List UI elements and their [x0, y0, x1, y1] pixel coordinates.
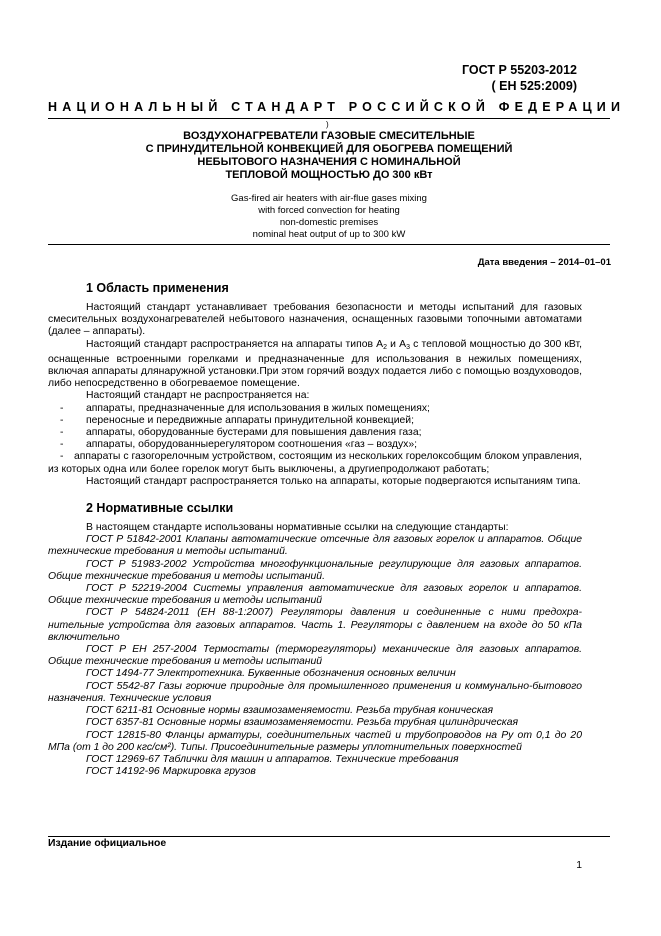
dash-bullet: - — [60, 427, 64, 439]
title-en-line: non-domestic premises — [279, 217, 379, 228]
list-item-text: аппараты, оборудованные бустерами для повышения давления газа; — [86, 427, 422, 439]
reference-item: ГОСТ 12815-80 Фланцы арматуры, соединительных частей и трубопроводов на Ру от 0,1 до 20 МПа (от 1 до 200 кгс/см²). Типы. Присоединительные размеры уплотнительных поверхностей — [48, 729, 582, 753]
reference-item: ГОСТ 6211-81 Основные нормы взаимозаменяемости. Резьба трубная коническая — [86, 705, 494, 717]
section-2-intro: В настоящем стандарте использованы нормативные ссылки на следующие стандарты: — [86, 522, 509, 534]
national-standard-banner: НАЦИОНАЛЬНЫЙ СТАНДАРТ РОССИЙСКОЙ ФЕДЕРАЦИИ — [48, 100, 626, 114]
reference-item: ГОСТ 5542-87 Газы горючие природные для промышленного применения и коммунально-бытового назначения. Технические условия — [48, 680, 582, 704]
official-edition-label: Издание официальное — [48, 838, 167, 849]
reference-item: ГОСТ Р ЕН 257-2004 Термостаты (терморегуляторы) механические для газовых аппаратов. Общие технические требования и методы испытаний — [48, 644, 582, 668]
title-ru-line: С ПРИНУДИТЕЛЬНОЙ КОНВЕКЦИЕЙ ДЛЯ ОБОГРЕВА ПОМЕЩЕНИЙ — [145, 143, 513, 155]
section-1-exclusions-intro: Настоящий стандарт не распространяется на: — [86, 390, 310, 402]
document-body — [48, 280, 582, 778]
footer-divider — [48, 836, 610, 837]
dash-bullet: - — [60, 451, 64, 463]
title-en-line: nominal heat output of up to 300 kW — [252, 229, 406, 240]
introduction-date: Дата введения – 2014–01–01 — [477, 257, 611, 268]
dash-bullet: - — [60, 414, 64, 426]
title-en-line: with forced convection for heating — [258, 205, 400, 216]
title-ru-line: ТЕПЛОВОЙ МОЩНОСТЬЮ ДО 300 кВт — [225, 169, 433, 181]
title-russian — [48, 130, 610, 182]
subscript-3: 3 — [406, 343, 410, 351]
standard-number: ГОСТ Р 55203-2012 — [461, 63, 577, 77]
reference-item: ГОСТ Р 52219-2004 Системы управления автоматические для газовых горелок и аппаратов. Общие технические требования и методы испытаний — [48, 583, 582, 607]
list-item — [60, 427, 582, 439]
list-item — [60, 403, 582, 415]
dash-bullet: - — [60, 439, 64, 451]
reference-item: ГОСТ 6357-81 Основные нормы взаимозаменяемости. Резьба трубная цилиндрическая — [86, 717, 519, 729]
reference-item: ГОСТ Р 54824-2011 (ЕН 88-1:2007) Регуляторы давления и соединенные с ними предохра-нительные устройства для газовых аппаратов. Часть 1. Регуляторы с давлением на входе до 50 кПа включительно — [48, 607, 582, 643]
reference-item: ГОСТ Р 51842-2001 Клапаны автоматические отсечные для газовых горелок и аппаратов. Общие технические требования и методы испытаний. — [48, 534, 582, 558]
list-item — [60, 415, 582, 427]
small-mark: ) — [326, 120, 329, 129]
reference-item: ГОСТ 14192-96 Маркировка грузов — [86, 766, 256, 778]
section-2-heading: 2 Нормативные ссылки — [86, 501, 234, 516]
section-1-heading: 1 Область применения — [86, 281, 229, 295]
top-divider — [48, 118, 610, 119]
title-ru-line: НЕБЫТОВОГО НАЗНАЧЕНИЯ С НОМИНАЛЬНОЙ — [197, 156, 461, 168]
list-item-text: переносные и передвижные аппараты принудительной конвекцией; — [86, 414, 414, 426]
page-number: 1 — [576, 860, 582, 871]
title-english — [48, 193, 610, 241]
list-item — [60, 439, 582, 451]
standard-equivalent: ( ЕН 525:2009) — [491, 79, 577, 93]
section-1-paragraph-types — [48, 339, 582, 391]
list-item-long — [48, 451, 582, 475]
list-item-text: аппараты, оборудованныерегулятором соотношения «газ – воздух»; — [86, 439, 418, 451]
title-ru-line: ВОЗДУХОНАГРЕВАТЕЛИ ГАЗОВЫЕ СМЕСИТЕЛЬНЫЕ — [183, 130, 475, 142]
reference-item: ГОСТ 1494-77 Электротехника. Буквенные обозначения основных величин — [86, 668, 456, 680]
title-bottom-divider — [48, 244, 610, 245]
section-1-closing-paragraph: Настоящий стандарт распространяется только на аппараты, которые подвергаются испытаниям типа. — [86, 475, 581, 487]
reference-item: ГОСТ Р 51983-2002 Устройства многофункциональные регулирующие для газовых аппаратов. Общие технические требования и методы испытаний. — [48, 558, 582, 582]
standard-code — [462, 62, 577, 94]
types-text-c: с тепловой мощностью до 300 кВт, оснащенные встроенными горелками и предназначенные для использования в нежилых помещениях, включая аппараты длянаружной установки.При этом горячий воздух подается либо с помощью воздуховодов, либо непосредственно в обогреваемое помещение. — [48, 338, 583, 390]
reference-item: ГОСТ 12969-67 Таблички для машин и аппаратов. Технические требования — [86, 753, 459, 765]
list-item-text: аппараты с газогорелочным устройством, состоящим из нескольких горелоксобщим блоком управления, из которых одна или более горелок могут быть выключены, а другиепродолжают работать; — [48, 451, 582, 475]
types-text-b: и А — [387, 338, 407, 350]
dash-bullet: - — [60, 402, 64, 414]
subscript-2: 2 — [383, 343, 388, 351]
list-item-text: аппараты, предназначенные для использования в жилых помещениях; — [86, 402, 430, 414]
types-text-a: Настоящий стандарт распространяется на аппараты типов А — [86, 338, 384, 350]
section-1-paragraph: Настоящий стандарт устанавливает требования безопасности и методы испытаний для газовых смесительных воздухонагревателей небытового назначения, оснащенных газовыми топочными автоматами (далее – аппараты). — [48, 302, 582, 338]
title-en-line: Gas-fired air heaters with air-flue gases mixing — [231, 193, 427, 204]
